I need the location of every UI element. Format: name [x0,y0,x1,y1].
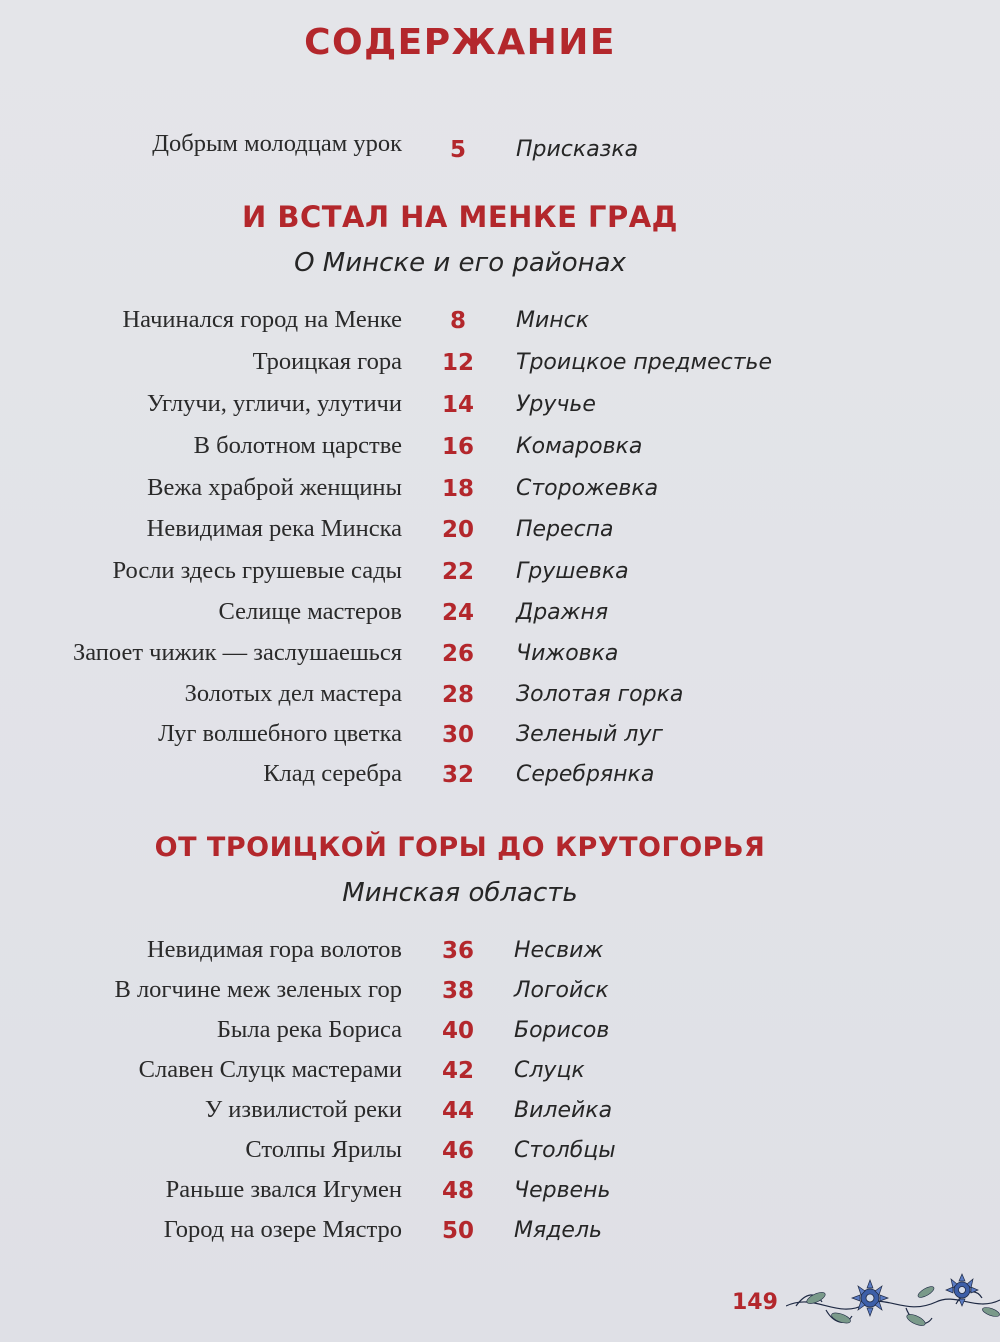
section-subtitle: О Минске и его районах [294,248,626,278]
toc-entry[interactable] [0,1176,1000,1210]
cornflower-ornament-icon [786,1262,1000,1342]
entry-place: Переспа [516,517,614,542]
entry-place: Вилейка [514,1098,613,1123]
entry-title: Троицкая гора [252,348,402,375]
entry-title: Луг волшебного цветка [158,720,402,747]
entry-place: Зеленый луг [516,722,663,747]
entry-page-number: 14 [441,392,474,418]
toc-entry[interactable] [0,474,1000,508]
entry-place: Комаровка [516,434,643,459]
entry-place: Несвиж [514,938,604,963]
entry-page-number: 30 [441,722,474,748]
toc-entry[interactable] [0,390,1000,424]
entry-title: Углучи, угличи, улутичи [146,390,402,417]
toc-entry[interactable] [0,515,1000,549]
entry-title: Селище мастеров [218,598,402,625]
toc-entry[interactable] [0,598,1000,632]
entry-place: Логойск [514,978,609,1003]
toc-entry[interactable] [0,1016,1000,1050]
entry-title: У извилистой реки [204,1096,402,1123]
entry-place: Грушевка [516,559,629,584]
entry-title: В болотном царстве [193,432,402,459]
entry-page-number: 12 [441,350,474,376]
entry-place: Уручье [516,392,596,417]
entry-page-number: 48 [441,1178,474,1204]
section-title: И ВСТАЛ НА МЕНКЕ ГРАД [241,200,679,234]
entry-title: Вежа храброй женщины [147,474,402,501]
entry-page-number: 18 [441,476,474,502]
entry-title: Столпы Ярилы [245,1136,402,1163]
entry-title: Золотых дел мастера [184,680,402,707]
entry-title: Запоет чижик — заслушаешься [72,639,402,666]
toc-entry[interactable] [0,976,1000,1010]
entry-page-number: 8 [449,308,466,334]
toc-entry[interactable] [0,432,1000,466]
entry-page-number: 20 [441,517,474,543]
entry-title: Была река Бориса [216,1016,402,1043]
entry-page-number: 42 [441,1058,474,1084]
entry-page-number: 24 [441,600,474,626]
toc-entry[interactable] [0,680,1000,714]
entry-page-number: 36 [441,938,474,964]
toc-entry[interactable] [0,1216,1000,1250]
toc-entry-intro[interactable] [0,130,1000,164]
entry-place: Борисов [514,1018,610,1043]
entry-title: Раньше звался Игумен [165,1176,402,1203]
entry-page-number: 16 [441,434,474,460]
entry-place: Минск [516,308,590,333]
toc-entry[interactable] [0,936,1000,970]
toc-entry[interactable] [0,306,1000,340]
entry-title: Клад серебра [263,760,402,787]
section-subtitle: Минская область [342,878,578,908]
entry-title: Невидимая река Минска [146,515,402,542]
entry-place: Червень [514,1178,611,1203]
toc-entry[interactable] [0,1096,1000,1130]
entry-place: Дражня [516,600,609,625]
entry-place: Столбцы [514,1138,616,1163]
entry-title: Невидимая гора волотов [146,936,402,963]
entry-page-number: 32 [441,762,474,788]
entry-title: Добрым молодцам урок [152,130,402,157]
entry-place: Мядель [514,1218,602,1243]
toc-entry[interactable] [0,1136,1000,1170]
entry-page-number: 40 [441,1018,474,1044]
entry-title: Росли здесь грушевые сады [112,557,402,584]
entry-place: Чижовка [516,641,619,666]
entry-page-number: 44 [441,1098,474,1124]
entry-place: Троицкое предместье [516,350,773,375]
entry-title: Славен Слуцк мастерами [138,1056,402,1083]
entry-page-number: 50 [441,1218,474,1244]
entry-page-number: 5 [449,137,466,163]
entry-title: В логчине меж зеленых гор [114,976,402,1003]
entry-page-number: 26 [441,641,474,667]
toc-entry[interactable] [0,639,1000,673]
entry-place: Присказка [516,137,639,162]
entry-page-number: 46 [441,1138,474,1164]
entry-title: Начинался город на Менке [122,306,402,333]
toc-entry[interactable] [0,557,1000,591]
entry-place: Сторожевка [516,476,659,501]
entry-page-number: 38 [441,978,474,1004]
toc-entry[interactable] [0,760,1000,794]
page-title: СОДЕРЖАНИЕ [304,22,616,63]
section-title: ОТ ТРОИЦКОЙ ГОРЫ ДО КРУТОГОРЬЯ [154,832,766,863]
entry-page-number: 22 [441,559,474,585]
entry-place: Серебрянка [516,762,655,787]
entry-page-number: 28 [441,682,474,708]
toc-entry[interactable] [0,720,1000,754]
page-number: 149 [732,1290,778,1315]
entry-place: Слуцк [514,1058,585,1083]
entry-title: Город на озере Мястро [163,1216,402,1243]
toc-entry[interactable] [0,1056,1000,1090]
entry-place: Золотая горка [516,682,684,707]
toc-entry[interactable] [0,348,1000,382]
